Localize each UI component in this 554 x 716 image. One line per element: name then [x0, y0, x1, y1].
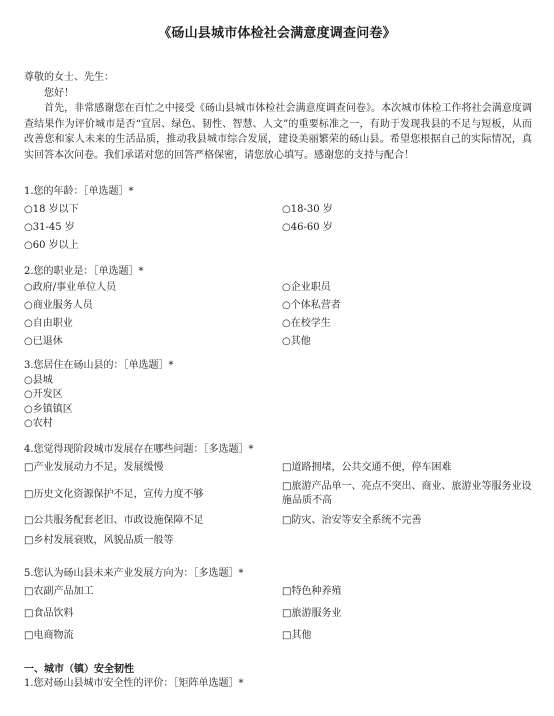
option-radio[interactable]: ○已退休: [24, 335, 63, 347]
option-radio[interactable]: ○18-30 岁: [282, 203, 333, 215]
question-title: 2.您的职业是：［单选题］*: [24, 266, 144, 277]
option-radio[interactable]: ○政府/事业单位人员: [24, 281, 117, 293]
option-checkbox[interactable]: □旅游产品单一、亮点不突出、商业、旅游业等服务业设施品质不高: [282, 480, 532, 506]
question-2: [24, 264, 532, 352]
option-checkbox[interactable]: □防灾、治安等安全系统不完善: [282, 514, 422, 526]
option-checkbox[interactable]: □公共服务配套老旧、市政设施保障不足: [24, 514, 204, 526]
question-3: [24, 358, 532, 432]
option-checkbox[interactable]: □农副产品加工: [24, 585, 94, 597]
options-grid: [24, 202, 532, 256]
option-checkbox[interactable]: □食品饮料: [24, 607, 74, 619]
option-radio[interactable]: ○其他: [282, 335, 311, 347]
option-radio[interactable]: ○个体私营者: [282, 299, 341, 311]
option-checkbox[interactable]: □其他: [282, 629, 312, 641]
question-title: 3.您居住在砀山县的：［单选题］*: [24, 360, 174, 371]
question-title: 5.您认为砀山县未来产业发展方向为：［多选题］*: [24, 568, 244, 579]
section-heading: 一、城市（镇）安全韧性: [24, 664, 134, 675]
option-radio[interactable]: ○在校学生: [282, 317, 331, 329]
salutation: 尊敬的女士、先生：: [24, 72, 114, 83]
options-grid: [24, 460, 532, 552]
option-radio[interactable]: ○46-60 岁: [282, 221, 333, 233]
option-radio[interactable]: ○商业服务人员: [24, 299, 93, 311]
option-radio[interactable]: ○18 岁以下: [24, 203, 79, 215]
option-checkbox[interactable]: □历史文化资源保护不足，宣传力度不够: [24, 488, 204, 500]
question-5: [24, 566, 532, 650]
intro-block: [24, 70, 532, 163]
question-title: 1.您对砀山县城市安全性的评价：［矩阵单选题］*: [24, 678, 244, 689]
option-radio[interactable]: ○乡镇镇区: [24, 403, 73, 415]
option-checkbox[interactable]: □旅游服务业: [282, 607, 342, 619]
option-checkbox[interactable]: □产业发展动力不足，发展缓慢: [24, 461, 164, 473]
option-radio[interactable]: ○自由职业: [24, 317, 73, 329]
question-title: 4.您觉得现阶段城市发展存在哪些问题：［多选题］*: [24, 444, 254, 455]
greeting: 您好！: [44, 87, 74, 99]
question-1: [24, 184, 532, 256]
options-grid: [24, 280, 532, 352]
options-grid: [24, 584, 532, 650]
question-4: [24, 442, 532, 552]
option-checkbox[interactable]: □道路拥堵，公共交通不便，停车困难: [282, 461, 452, 473]
question-title: 1.您的年龄：［单选题］*: [24, 186, 134, 197]
option-checkbox[interactable]: □特色种养殖: [282, 585, 342, 597]
option-radio[interactable]: ○31-45 岁: [24, 221, 75, 233]
intro-body: 首先，非常感谢您在百忙之中接受《砀山县城市体检社会满意度调查问卷》。本次城市体检工作将社会满意度调查结果作为评价城市是否“宜居、绿色、韧性、智慧、人文”的重要标准之一，有助于发现我县的不足与短板，从而改善您和家人未来的生活品质，推动我县城市综合发展，建设美丽繁荣的砀山县。希望您根据自己的实际情况，真实回答本次问卷。我们承诺对您的回答严格保密，请您放心填写。感谢您的支持与配合！: [24, 103, 532, 161]
option-checkbox[interactable]: □电商物流: [24, 629, 74, 641]
page-title: 《砀山县城市体检社会满意度调查问卷》: [158, 26, 396, 41]
option-checkbox[interactable]: □乡村发展衰败，风貌品质一般等: [24, 534, 174, 546]
option-radio[interactable]: ○60 岁以上: [24, 239, 79, 251]
option-radio[interactable]: ○县城: [24, 374, 53, 386]
option-radio[interactable]: ○农村: [24, 418, 53, 429]
option-radio[interactable]: ○开发区: [24, 389, 63, 400]
option-radio[interactable]: ○企业职员: [282, 281, 331, 293]
